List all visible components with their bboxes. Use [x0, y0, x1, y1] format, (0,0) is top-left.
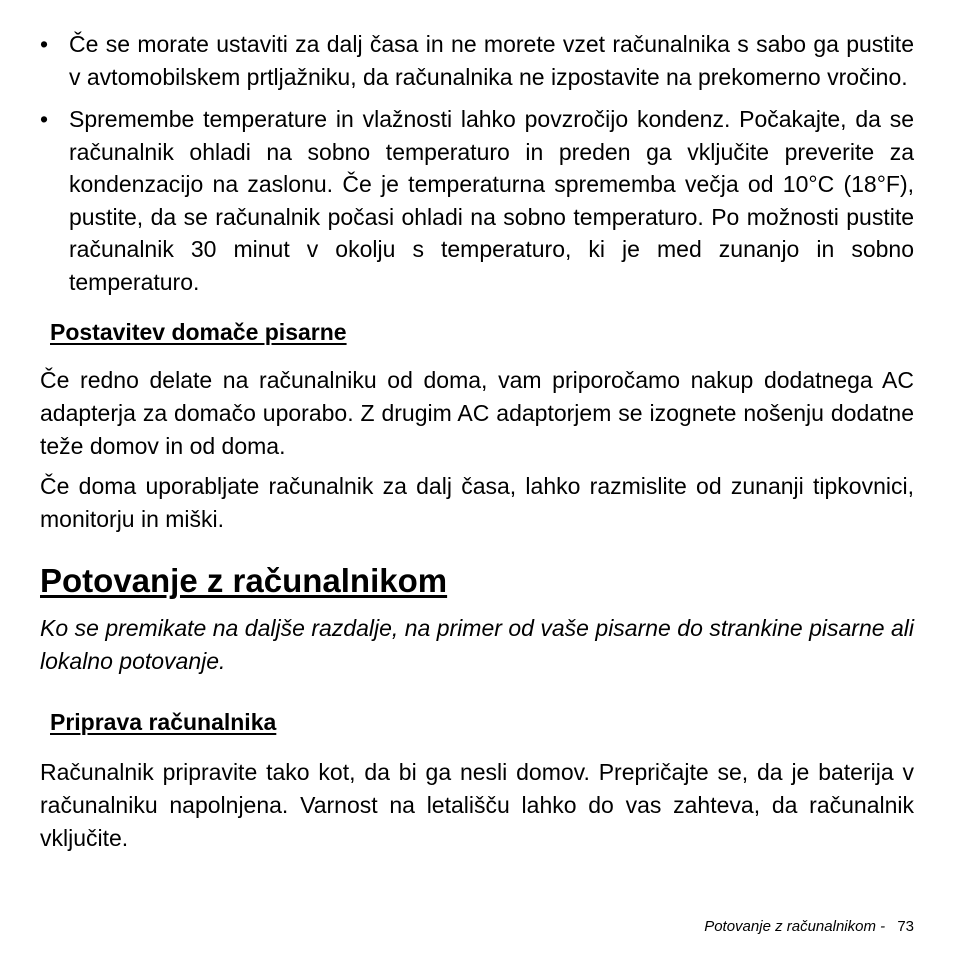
chapter-intro: Ko se premikate na daljše razdalje, na primer od vaše pisarne do strankine pisarne ali lokalno potovanje.	[40, 615, 914, 674]
paragraph-home-office-1: Če redno delate na računalniku od doma, vam priporočamo nakup dodatnega AC adapterja za domačo uporabo. Z drugim AC adaptorjem se izognete nošenju dodatne teže domov in od doma.	[40, 367, 914, 459]
page-footer	[704, 917, 914, 937]
bullet-icon: •	[40, 106, 49, 132]
bullet-icon: •	[40, 31, 49, 57]
bullet-item-parked-car	[40, 28, 914, 93]
page-content	[40, 28, 914, 862]
section-heading-prepare: Priprava računalnika	[50, 709, 277, 735]
bullet-text: Če se morate ustaviti za dalj časa in ne morete vzet računalnika s sabo ga pustite v avtomobilskem prtljažniku, da računalnika ne izpostavite na prekomerno vročino.	[69, 31, 914, 90]
bullet-text: Spremembe temperature in vlažnosti lahko povzročijo kondenz. Počakajte, da se računalnik ohladi na sobno temperaturo in preden ga vključite preverite za kondenzacijo na zaslonu. Če je temperaturna sprememba večja od 10°C (18°F), pustite, da se računalnik počasi ohladi na sobno temperaturo. Po možnosti pustite računalnik 30 minut v okolju s temperaturo, ki je med zunanjo in sobno temperaturo.	[69, 106, 914, 295]
paragraph-prepare-1: Računalnik pripravite tako kot, da bi ga nesli domov. Prepričajte se, da je baterija v računalniku napolnjena. Varnost na letališču lahko do vas zahteva, da računalnik vključite.	[40, 759, 914, 851]
page-number: 73	[897, 918, 914, 935]
bullet-item-condensation	[40, 103, 914, 298]
footer-section-title: Potovanje z računalnikom -	[704, 918, 886, 935]
section-heading-home-office: Postavitev domače pisarne	[50, 319, 347, 345]
chapter-title: Potovanje z računalnikom	[40, 562, 448, 599]
paragraph-home-office-2: Če doma uporabljate računalnik za dalj časa, lahko razmislite od zunanji tipkovnici, monitorju in miški.	[40, 473, 914, 532]
bullet-list	[40, 28, 914, 298]
